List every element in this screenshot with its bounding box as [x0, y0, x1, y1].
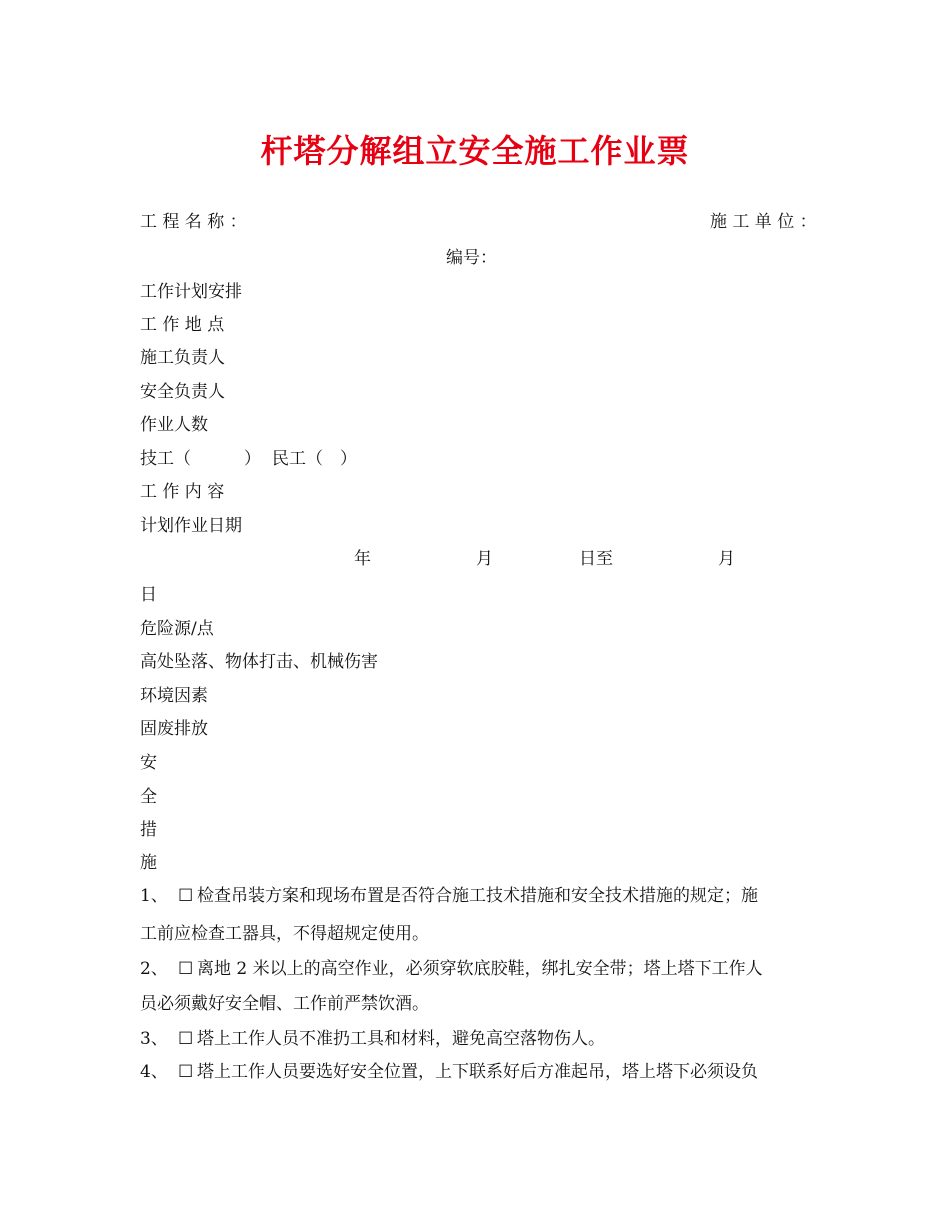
measure-text: 检查吊装方案和现场布置是否符合施工技术措施和安全技术措施的规定；施 — [197, 886, 758, 906]
measure-number: 3、 — [140, 1029, 168, 1049]
checkbox-icon[interactable]: ☐ — [178, 959, 194, 979]
work-location-label: 工 作 地 点 — [140, 315, 225, 335]
measures-char: 措 — [140, 820, 157, 840]
hazard-label: 危险源/点 — [140, 619, 214, 639]
measures-char: 施 — [140, 853, 157, 873]
measures-char: 安 — [140, 753, 157, 773]
construction-leader-label: 施工负责人 — [140, 348, 225, 368]
measure-text: 离地 2 米以上的高空作业，必须穿软底胶鞋，绑扎安全带；塔上塔下工作人 — [197, 959, 763, 979]
date-day-to: 日至 — [579, 549, 613, 569]
laborer-close: ） — [340, 449, 357, 469]
laborer-label: 民工（ — [272, 449, 323, 469]
document-title: 杆塔分解组立安全施工作业票 — [260, 132, 690, 170]
measure-number: 4、 — [140, 1062, 168, 1082]
date-year: 年 — [354, 549, 371, 569]
plan-date-label: 计划作业日期 — [140, 516, 242, 536]
work-plan-label: 工作计划安排 — [140, 282, 242, 302]
measure-text-cont: 员必须戴好安全帽、工作前严禁饮酒。 — [140, 994, 429, 1014]
date-month-end: 月 — [718, 549, 735, 569]
worker-count-label: 作业人数 — [140, 415, 208, 435]
measure-number: 1、 — [140, 886, 168, 906]
measure-text: 塔上工作人员不准扔工具和材料，避免高空落物伤人。 — [197, 1029, 605, 1049]
construction-unit-label: 施 工 单 位 ： — [710, 212, 817, 232]
environment-label: 环境因素 — [140, 686, 208, 706]
document-number-label: 编号： — [446, 248, 497, 268]
hazard-value: 高处坠落、物体打击、机械伤害 — [140, 652, 378, 672]
technician-close: ） — [244, 449, 261, 469]
environment-value: 固废排放 — [140, 719, 208, 739]
date-month: 月 — [476, 549, 493, 569]
checkbox-icon[interactable]: ☐ — [178, 1029, 194, 1049]
checkbox-icon[interactable]: ☐ — [178, 886, 194, 906]
checkbox-icon[interactable]: ☐ — [178, 1062, 194, 1082]
project-name-label: 工 程 名 称 ： — [140, 212, 247, 232]
technician-label: 技工（ — [140, 449, 191, 469]
measure-text-cont: 工前应检查工器具，不得超规定使用。 — [140, 924, 429, 944]
measure-number: 2、 — [140, 959, 168, 979]
work-content-label: 工 作 内 容 — [140, 482, 225, 502]
safety-leader-label: 安全负责人 — [140, 382, 225, 402]
measure-text: 塔上工作人员要选好安全位置，上下联系好后方准起吊，塔上塔下必须设负 — [197, 1062, 758, 1082]
date-day-end: 日 — [140, 585, 157, 605]
measures-char: 全 — [140, 787, 157, 807]
